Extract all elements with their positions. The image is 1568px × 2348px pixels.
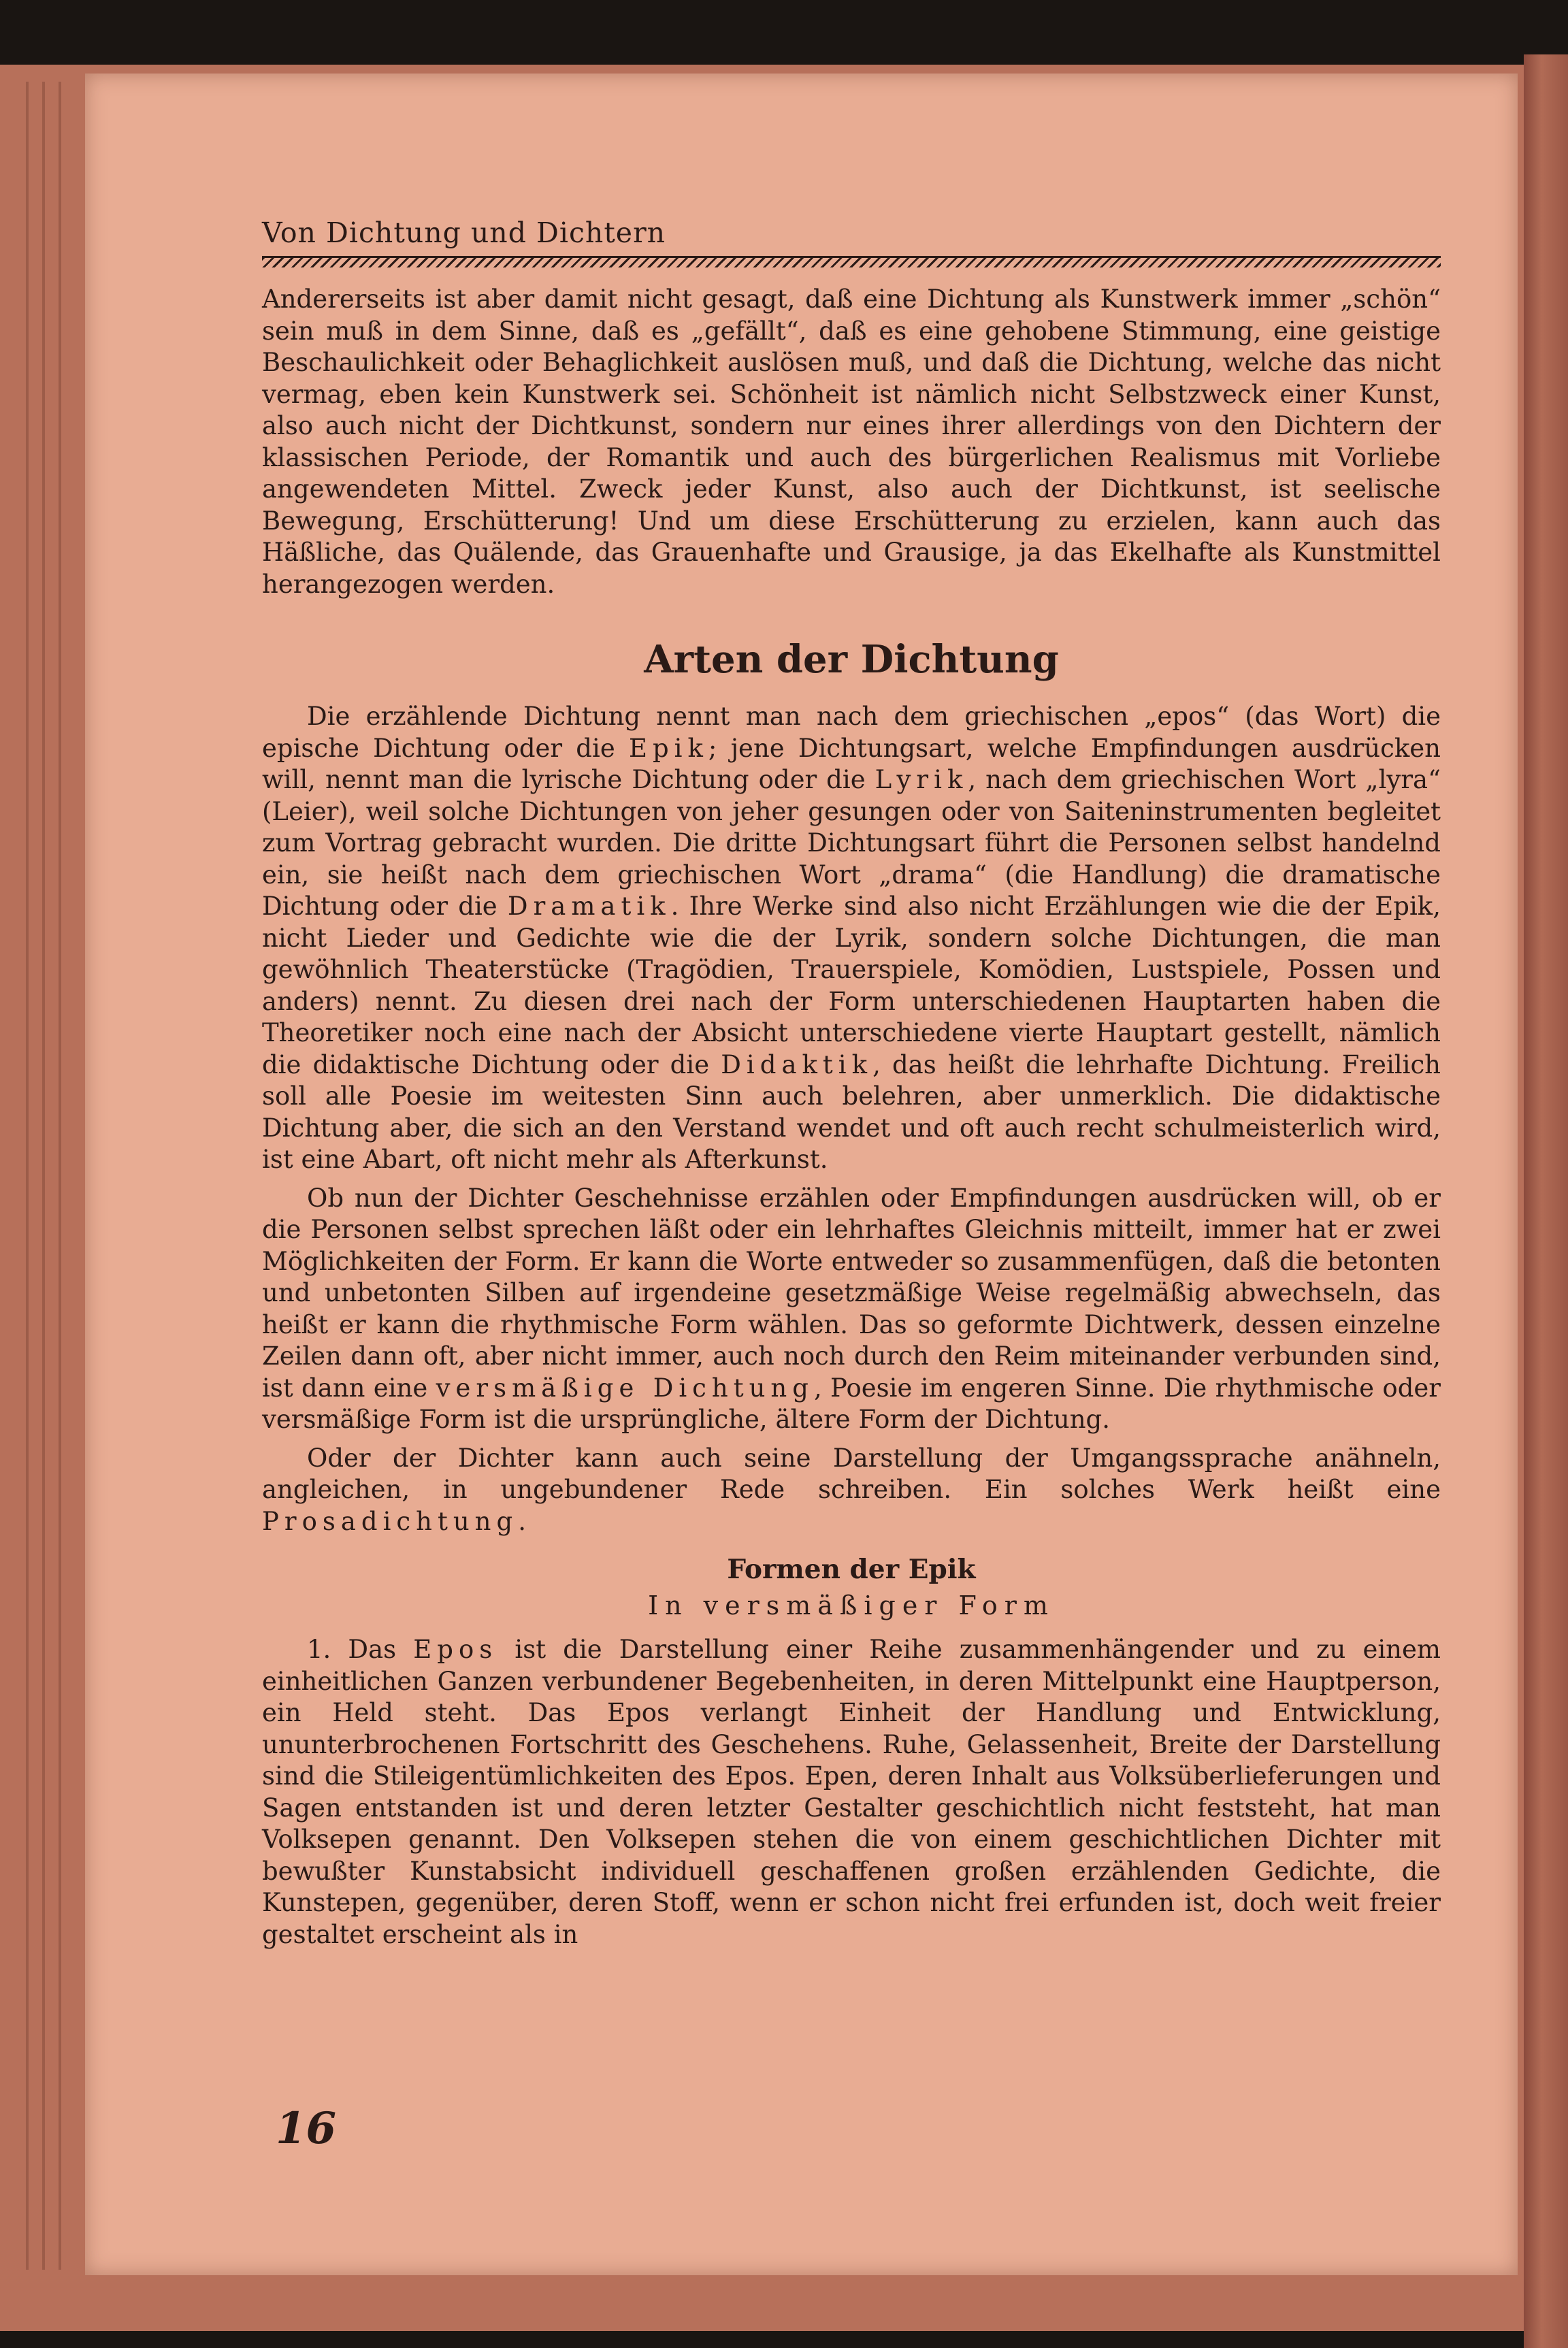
page-content xyxy=(262,216,1441,1951)
page-stack-edge xyxy=(26,82,29,2270)
page-number: 16 xyxy=(276,2103,337,2154)
arten-paragraph-2: Ob nun der Dichter Geschehnisse erzählen oder Empfindungen ausdrücken will, ob er die Personen selbst sprechen läßt oder ein lehrhaftes Gleichnis mitteilt, immer hat er zwei Möglichkeiten der Form. Er kann die Worte entweder so zusammenfügen, daß die betonten und unbetonten Silben auf irgendeine gesetzmäßige Weise regelmäßig abwechseln, das heißt er kann die rhythmische Form wählen. Das so geformte Dichtwerk, dessen einzelne Zeilen dann oft, aber nicht immer, auch noch durch den Reim miteinander verbunden sind, ist dann eine versmäßige Dichtung, Poesie im engeren Sinne. Die rhythmische oder versmäßige Form ist die ursprüngliche, ältere Form der Dichtung. xyxy=(262,1183,1441,1434)
subsection-title: Formen der Epik xyxy=(727,1554,976,1585)
running-header: Von Dichtung und Dichtern xyxy=(262,216,666,249)
subsection-subtitle: In versmäßiger Form xyxy=(648,1591,1055,1620)
intro-paragraph: Andererseits ist aber damit nicht gesagt, daß eine Dichtung als Kunstwerk immer „schön“ sein muß in dem Sinne, daß es „gefällt“, daß es eine gehobene Stimmung, eine geistige Beschaulichkeit oder Behaglichkeit auslösen muß, und daß die Dichtung, welche das nicht vermag, eben kein Kunstwerk sei. Schönheit ist nämlich nicht Selbstzweck einer Kunst, also auch nicht der Dichtkunst, sondern nur eines ihrer allerdings von den Dichtern der klassischen Periode, der Romantik und auch des bürgerlichen Realismus mit Vorliebe angewendeten Mittel. Zweck jeder Kunst, also auch der Dichtkunst, ist seelische Bewegung, Erschütterung! Und um diese Erschütterung zu erzielen, kann auch das Häßliche, das Quälende, das Grauenhafte und Grausige, ja das Ekelhafte als Kunstmittel herangezogen werden. xyxy=(262,284,1441,599)
page-stack-edge xyxy=(59,82,61,2270)
epos-paragraph: 1. Das Epos ist die Darstellung einer Reihe zusammenhängender und zu einem einheitlichen Ganzen verbundener Begebenheiten, in deren Mittelpunkt eine Hauptperson, ein Held steht. Das Epos verlangt Einheit der Handlung und Entwicklung, ununterbrochenen Fortschritt des Geschehens. Ruhe, Gelassenheit, Breite der Darstellung sind die Stileigentümlichkeiten des Epos. Epen, deren Inhalt aus Volksüberlieferungen und Sagen entstanden ist und deren letzter Gestalter geschichtlich nicht feststeht, hat man Volksepen genannt. Den Volksepen stehen die von einem geschichtlichen Dichter mit bewußter Kunstabsicht individuell geschaffenen großen erzählenden Gedichte, die Kunstepen, gegenüber, deren Stoff, wenn er schon nicht frei erfunden ist, doch weit freier gestaltet erscheint als in xyxy=(262,1635,1441,1949)
page-stack-edge xyxy=(42,82,45,2270)
arten-paragraph-3: Oder der Dichter kann auch seine Darstellung der Umgangssprache anähneln, angleichen, in ungebundener Rede schreiben. Ein solches Werk heißt eine Prosadichtung. xyxy=(262,1443,1441,1536)
book-spine-edge xyxy=(1524,54,1568,2348)
header-rule xyxy=(262,256,1441,267)
arten-paragraph-1: Die erzählende Dichtung nennt man nach dem griechischen „epos“ (das Wort) die epische Dichtung oder die Epik; jene Dichtungsart, welche Empfindungen ausdrücken will, nennt man die lyrische Dichtung oder die Lyrik, nach dem griechischen Wort „lyra“ (Leier), weil solche Dichtungen von jeher gesungen oder von Saiteninstrumenten begleitet zum Vortrag gebracht wurden. Die dritte Dichtungsart führt die Personen selbst handelnd ein, sie heißt nach dem griechischen Wort „drama“ (die Handlung) die dramatische Dichtung oder die Dramatik. Ihre Werke sind also nicht Erzählungen wie die der Epik, nicht Lieder und Gedichte wie die der Lyrik, sondern solche Dichtungen, die man gewöhnlich Theaterstücke (Tragödien, Trauerspiele, Komödien, Lustspiele, Possen und anders) nennt. Zu diesen drei nach der Form unterschiedenen Hauptarten haben die Theoretiker noch eine nach der Absicht unterschiedene vierte Hauptart gestellt, nämlich die didaktische Dichtung oder die Didaktik, das heißt die lehrhafte Dichtung. Freilich soll alle Poesie im weitesten Sinn auch belehren, aber unmerklich. Die didaktische Dichtung aber, die sich an den Verstand wendet und oft auch recht schulmeisterlich wird, ist eine Abart, oft nicht mehr als Afterkunst. xyxy=(262,702,1441,1174)
section-title: Arten der Dichtung xyxy=(644,637,1059,682)
